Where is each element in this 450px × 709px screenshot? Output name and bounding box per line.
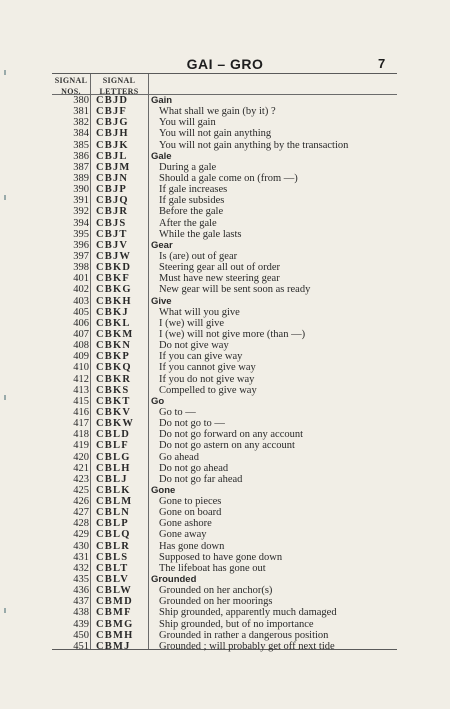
column-header-signal-nos bbox=[52, 75, 90, 97]
entry-text: Do not go to — bbox=[159, 418, 225, 430]
table-row bbox=[52, 607, 397, 618]
entry-text: Grounded ; will probably get off next tide bbox=[159, 640, 335, 652]
table-row bbox=[52, 351, 397, 362]
column-header-line: LETTERS bbox=[99, 87, 139, 96]
entry-text: Gone ashore bbox=[159, 518, 212, 530]
signal-number: 397 bbox=[73, 250, 89, 262]
entry-text: If you do not give way bbox=[159, 373, 255, 385]
table-row bbox=[52, 284, 397, 295]
entry-text: Has gone down bbox=[159, 540, 225, 552]
signal-letters: CBLJ bbox=[96, 473, 128, 485]
signal-number: 380 bbox=[73, 95, 89, 106]
signal-number: 384 bbox=[73, 128, 89, 140]
entry-text: New gear will be sent soon as ready bbox=[159, 284, 311, 296]
signal-number: 438 bbox=[73, 607, 89, 619]
entry-text: Gone on board bbox=[159, 507, 222, 519]
table-row bbox=[52, 463, 397, 474]
entry-heading: Gain bbox=[151, 95, 173, 106]
table-row bbox=[52, 151, 397, 162]
signal-letters: CBKD bbox=[96, 262, 132, 274]
table-row bbox=[52, 206, 397, 217]
signal-letters: CBJS bbox=[96, 217, 127, 229]
signal-number: 416 bbox=[73, 406, 89, 418]
entry-heading: Gone bbox=[151, 484, 176, 496]
table-row bbox=[52, 117, 397, 128]
table-row bbox=[52, 596, 397, 607]
signal-number: 450 bbox=[73, 629, 89, 641]
signal-letters: CBMG bbox=[96, 618, 134, 630]
entry-text: If gale increases bbox=[159, 184, 228, 196]
entry-text: During a gale bbox=[159, 161, 217, 173]
signal-letters: CBKN bbox=[96, 340, 132, 352]
table-row bbox=[52, 329, 397, 340]
signal-letters: CBMF bbox=[96, 607, 132, 619]
table-row bbox=[52, 474, 397, 485]
signal-letters: CBJM bbox=[96, 161, 131, 173]
signal-letters: CBKJ bbox=[96, 306, 129, 318]
signal-letters: CBMH bbox=[96, 629, 134, 641]
entry-text: If you can give way bbox=[159, 351, 243, 363]
signal-letters: CBKS bbox=[96, 384, 130, 396]
signal-number: 430 bbox=[73, 540, 89, 552]
table-row bbox=[52, 229, 397, 240]
table-row bbox=[52, 585, 397, 596]
entry-text: Must have new steering gear bbox=[159, 273, 280, 285]
entry-text: If gale subsides bbox=[159, 195, 225, 207]
table-row bbox=[52, 440, 397, 451]
page-title: GAI – GRO bbox=[186, 56, 264, 72]
signal-number: 419 bbox=[73, 440, 89, 452]
entry-text: After the gale bbox=[159, 217, 217, 229]
entry-text: The lifeboat has gone out bbox=[159, 562, 266, 574]
table-row bbox=[52, 218, 397, 229]
entry-text: Do not go astern on any account bbox=[159, 440, 295, 452]
table-row bbox=[52, 630, 397, 641]
signal-number: 435 bbox=[73, 574, 89, 586]
entry-text: Gone to pieces bbox=[159, 496, 222, 508]
signal-letters: CBLR bbox=[96, 540, 130, 552]
column-header-signal-letters bbox=[90, 75, 148, 97]
margin-mark bbox=[4, 395, 6, 400]
signal-letters: CBKQ bbox=[96, 362, 132, 374]
column-header-line: SIGNAL bbox=[54, 76, 88, 85]
signal-letters: CBMD bbox=[96, 596, 133, 608]
entry-text: Is (are) out of gear bbox=[159, 250, 238, 262]
signal-letters: CBKR bbox=[96, 373, 132, 385]
signal-letters: CBLD bbox=[96, 429, 130, 441]
signal-letters: CBJP bbox=[96, 184, 128, 196]
signal-number: 409 bbox=[73, 351, 89, 363]
table-row bbox=[52, 195, 397, 206]
entry-text: Do not give way bbox=[159, 340, 229, 352]
entry-text: Grounded on her moorings bbox=[159, 596, 273, 608]
signal-number: 431 bbox=[73, 551, 89, 563]
table-row bbox=[52, 418, 397, 429]
signal-number: 391 bbox=[73, 195, 89, 207]
signal-number: 407 bbox=[73, 328, 89, 340]
page-number: 7 bbox=[378, 56, 386, 71]
signal-number: 428 bbox=[73, 518, 89, 530]
signal-number: 389 bbox=[73, 172, 89, 184]
entry-text: Ship grounded, but of no importance bbox=[159, 618, 314, 630]
signal-number: 408 bbox=[73, 340, 89, 352]
signal-number: 382 bbox=[73, 117, 89, 129]
table-row bbox=[52, 296, 397, 307]
signal-number: 387 bbox=[73, 161, 89, 173]
column-header-line: SIGNAL bbox=[102, 76, 136, 85]
table-row bbox=[52, 619, 397, 630]
signal-letters: CBJL bbox=[96, 150, 128, 162]
entry-text: Steering gear all out of order bbox=[159, 262, 280, 274]
signal-letters: CBLQ bbox=[96, 529, 131, 541]
signal-letters: CBLF bbox=[96, 440, 129, 452]
signal-number: 396 bbox=[73, 239, 89, 251]
signal-letters: CBLS bbox=[96, 551, 129, 563]
signal-letters: CBJW bbox=[96, 250, 132, 262]
table-row bbox=[52, 518, 397, 529]
entry-text: I (we) will give bbox=[159, 317, 225, 329]
signal-table bbox=[52, 73, 397, 650]
entry-text: If you cannot give way bbox=[159, 362, 256, 374]
signal-number: 418 bbox=[73, 429, 89, 441]
signal-letters: CBJV bbox=[96, 239, 129, 251]
margin-mark bbox=[4, 608, 6, 613]
signal-number: 437 bbox=[73, 596, 89, 608]
table-row bbox=[52, 162, 397, 173]
table-row bbox=[52, 362, 397, 373]
signal-number: 420 bbox=[73, 451, 89, 463]
signal-letters: CBJN bbox=[96, 172, 129, 184]
signal-number: 417 bbox=[73, 418, 89, 430]
table-row bbox=[52, 128, 397, 139]
entry-text: Compelled to give way bbox=[159, 384, 257, 396]
signal-letters: CBLG bbox=[96, 451, 131, 463]
signal-number: 412 bbox=[73, 373, 89, 385]
signal-letters: CBLP bbox=[96, 518, 129, 530]
signal-letters: CBLN bbox=[96, 507, 130, 519]
entry-text: What will you give bbox=[159, 306, 240, 318]
table-row bbox=[52, 95, 397, 106]
entry-text: While the gale lasts bbox=[159, 228, 242, 240]
signal-number: 429 bbox=[73, 529, 89, 541]
signal-number: 386 bbox=[73, 150, 89, 162]
signal-letters: CBKV bbox=[96, 406, 132, 418]
signal-number: 385 bbox=[73, 139, 89, 151]
signal-number: 410 bbox=[73, 362, 89, 374]
signal-letters: CBLM bbox=[96, 496, 133, 508]
signal-letters: CBKW bbox=[96, 418, 135, 430]
margin-mark bbox=[4, 70, 6, 75]
entry-text: You will not gain anything by the transaction bbox=[159, 139, 349, 151]
table-row bbox=[52, 452, 397, 463]
signal-letters: CBKT bbox=[96, 395, 131, 407]
table-row bbox=[52, 184, 397, 195]
signal-number: 415 bbox=[73, 395, 89, 407]
signal-number: 381 bbox=[73, 106, 89, 118]
table-row bbox=[52, 106, 397, 117]
signal-letters: CBKP bbox=[96, 351, 130, 363]
table-row bbox=[52, 529, 397, 540]
table-row bbox=[52, 385, 397, 396]
table-row bbox=[52, 407, 397, 418]
entry-heading: Go bbox=[151, 395, 165, 407]
entry-text: Gone away bbox=[159, 529, 207, 541]
table-row bbox=[52, 173, 397, 184]
entry-text: Grounded on her anchor(s) bbox=[159, 585, 273, 597]
signal-number: 402 bbox=[73, 284, 89, 296]
table-row bbox=[52, 273, 397, 284]
signal-letters: CBJG bbox=[96, 117, 129, 129]
signal-number: 423 bbox=[73, 473, 89, 485]
signal-letters: CBKL bbox=[96, 317, 131, 329]
table-row bbox=[52, 340, 397, 351]
signal-letters: CBJK bbox=[96, 139, 129, 151]
signal-number: 395 bbox=[73, 228, 89, 240]
entry-text: What shall we gain (by it) ? bbox=[159, 106, 276, 118]
signal-letters: CBLH bbox=[96, 462, 131, 474]
signal-letters: CBLV bbox=[96, 574, 130, 586]
signal-letters: CBKF bbox=[96, 273, 130, 285]
signal-letters: CBKM bbox=[96, 328, 134, 340]
signal-number: 436 bbox=[73, 585, 89, 597]
entry-text: Do not go ahead bbox=[159, 462, 229, 474]
entry-heading: Gear bbox=[151, 239, 173, 251]
entry-text: Do not go far ahead bbox=[159, 473, 243, 485]
margin-mark bbox=[4, 195, 6, 200]
signal-number: 425 bbox=[73, 484, 89, 496]
table-row bbox=[52, 396, 397, 407]
entry-heading: Gale bbox=[151, 150, 172, 162]
signal-number: 432 bbox=[73, 562, 89, 574]
signal-letters: CBJH bbox=[96, 128, 129, 140]
table-row bbox=[52, 251, 397, 262]
signal-letters: CBKH bbox=[96, 295, 132, 307]
table-row bbox=[52, 374, 397, 385]
column-header-line: NOS. bbox=[61, 87, 81, 96]
table-row bbox=[52, 574, 397, 585]
signal-letters: CBJF bbox=[96, 106, 128, 118]
signal-number: 403 bbox=[73, 295, 89, 307]
signal-number: 394 bbox=[73, 217, 89, 229]
table-row bbox=[52, 318, 397, 329]
entry-text: Grounded in rather a dangerous position bbox=[159, 629, 329, 641]
signal-letters: CBJQ bbox=[96, 195, 129, 207]
entry-text: I (we) will not give more (than —) bbox=[159, 328, 306, 340]
signal-letters: CBLT bbox=[96, 562, 129, 574]
table-body bbox=[52, 95, 397, 652]
signal-number: 405 bbox=[73, 306, 89, 318]
entry-text: You will gain bbox=[159, 117, 216, 129]
signal-number: 406 bbox=[73, 317, 89, 329]
entry-text: Do not go forward on any account bbox=[159, 429, 304, 441]
signal-letters: CBLK bbox=[96, 484, 131, 496]
table-row bbox=[52, 262, 397, 273]
entry-text: Before the gale bbox=[159, 206, 224, 218]
entry-text: You will not gain anything bbox=[159, 128, 272, 140]
signal-number: 439 bbox=[73, 618, 89, 630]
table-row bbox=[52, 429, 397, 440]
signal-letters: CBJT bbox=[96, 228, 128, 240]
signal-number: 421 bbox=[73, 462, 89, 474]
signal-number: 401 bbox=[73, 273, 89, 285]
entry-heading: Give bbox=[151, 295, 172, 307]
table-row bbox=[52, 307, 397, 318]
entry-text: Go to — bbox=[159, 406, 196, 418]
table-row bbox=[52, 507, 397, 518]
signal-letters: CBLW bbox=[96, 585, 132, 597]
signal-number: 392 bbox=[73, 206, 89, 218]
signal-letters: CBJR bbox=[96, 206, 129, 218]
signal-letters: CBMJ bbox=[96, 640, 131, 652]
entry-text: Supposed to have gone down bbox=[159, 551, 283, 563]
table-row bbox=[52, 563, 397, 574]
signal-number: 398 bbox=[73, 262, 89, 274]
entry-heading: Grounded bbox=[151, 574, 197, 586]
table-row bbox=[52, 240, 397, 251]
table-row bbox=[52, 552, 397, 563]
entry-text: Go ahead bbox=[159, 451, 199, 463]
table-row bbox=[52, 641, 397, 652]
entry-text: Ship grounded, apparently much damaged bbox=[159, 607, 337, 619]
table-row bbox=[52, 485, 397, 496]
table-row bbox=[52, 496, 397, 507]
table-row bbox=[52, 541, 397, 552]
signal-letters: CBKG bbox=[96, 284, 132, 296]
signal-number: 427 bbox=[73, 507, 89, 519]
signal-letters: CBJD bbox=[96, 95, 129, 106]
signal-number: 451 bbox=[73, 640, 89, 652]
signal-number: 426 bbox=[73, 496, 89, 508]
signal-number: 390 bbox=[73, 184, 89, 196]
entry-text: Should a gale come on (from —) bbox=[159, 172, 298, 184]
signal-number: 413 bbox=[73, 384, 89, 396]
table-row bbox=[52, 140, 397, 151]
